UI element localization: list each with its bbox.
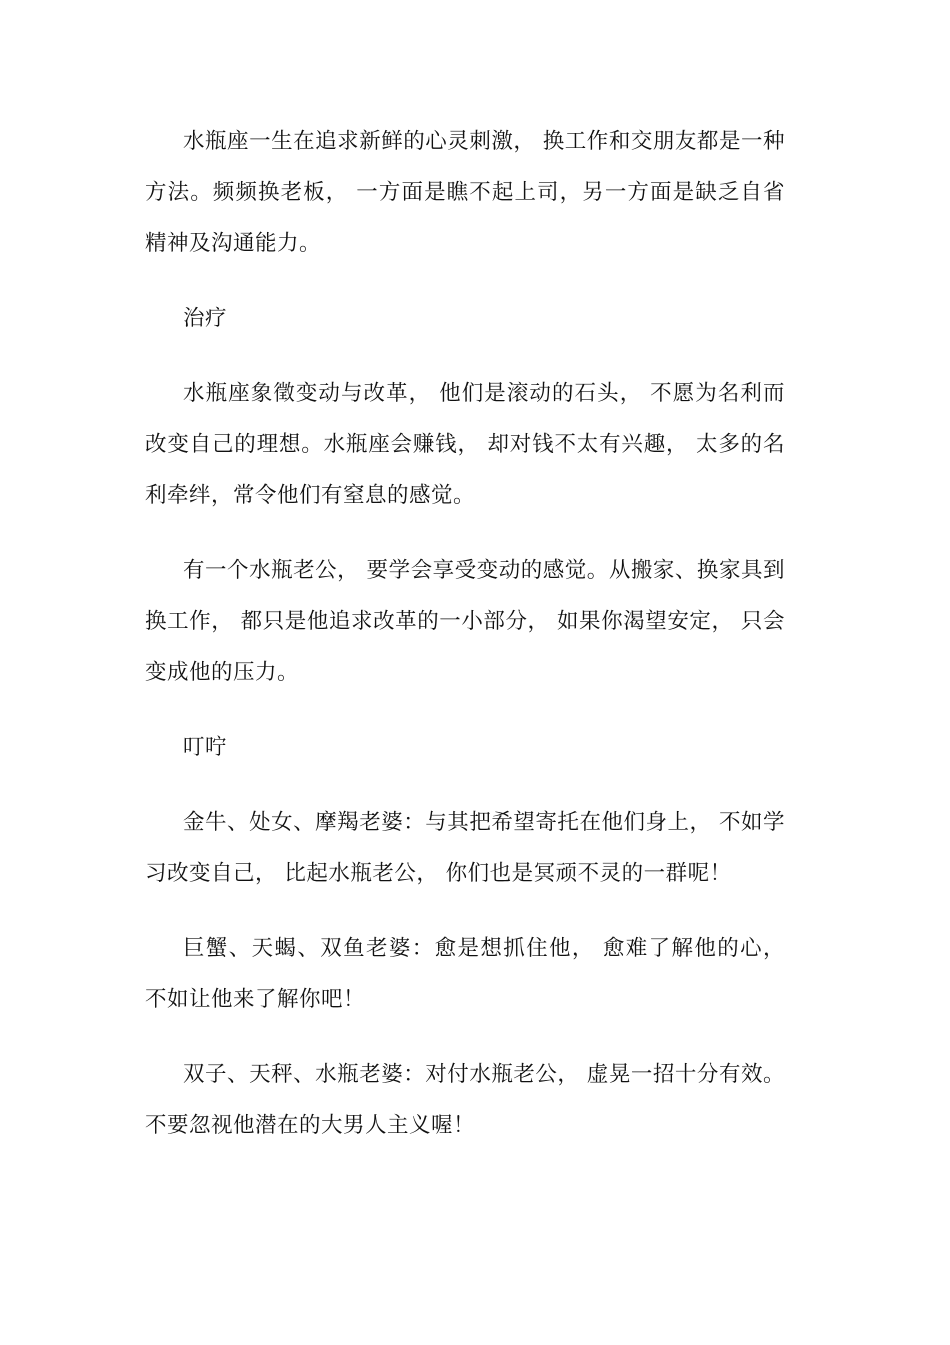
paragraph-job-change: 水瓶座一生在追求新鲜的心灵刺激， 换工作和交朋友都是一种方法。频频换老板， 一方面是瞧不起上司，另一方面是缺乏自省精神及沟通能力。 — [145, 129, 785, 256]
paragraph-water-signs: 巨蟹、天蝎、双鱼老婆：愈是想抓住他， 愈难了解他的心， 不如让他来了解你吧！ — [145, 936, 793, 1012]
paragraph-air-signs: 双子、天秤、水瓶老婆：对付水瓶老公， 虚晃一招十分有效。不要忽视他潜在的大男人主义喔！ — [145, 1062, 785, 1138]
paragraph-change-reform: 水瓶座象徵变动与改革， 他们是滚动的石头， 不愿为名利而改变自己的理想。水瓶座会赚钱， 却对钱不太有兴趣， 太多的名利牵绊，常令他们有窒息的感觉。 — [145, 381, 785, 508]
paragraph-husband-change: 有一个水瓶老公， 要学会享受变动的感觉。从搬家、换家具到换工作， 都只是他追求改革的一小部分， 如果你渴望安定， 只会变成他的压力。 — [145, 558, 785, 685]
document-body — [145, 116, 793, 1175]
section-heading-advice: 叮咛 — [183, 735, 228, 760]
section-heading-treatment: 治疗 — [183, 306, 228, 331]
paragraph-earth-signs: 金牛、处女、摩羯老婆：与其把希望寄托在他们身上， 不如学习改变自己， 比起水瓶老公， 你们也是冥顽不灵的一群呢！ — [145, 810, 785, 886]
